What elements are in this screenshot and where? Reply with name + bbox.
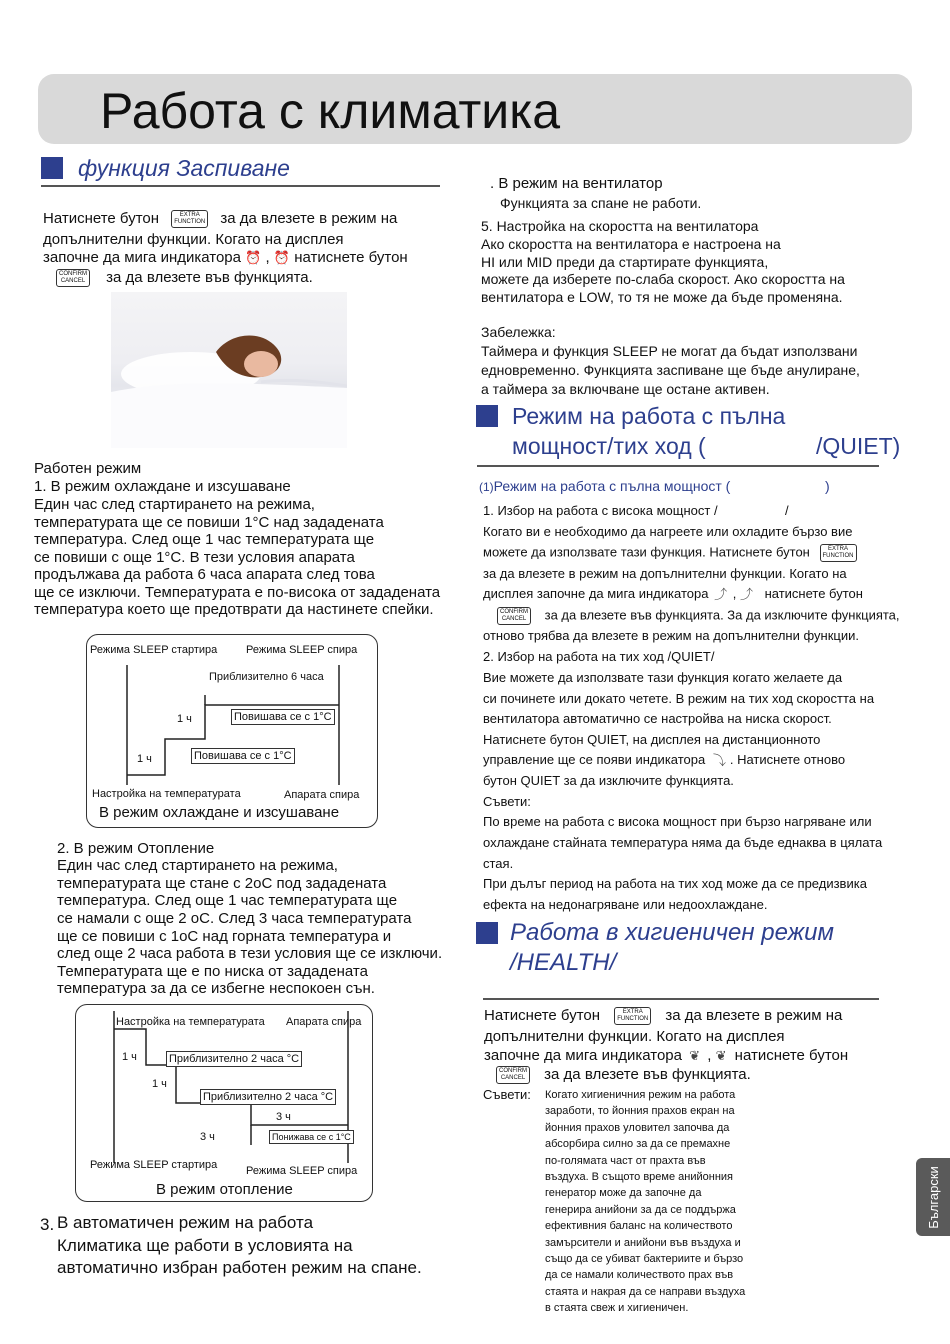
health-heading-2: /HEALTH/ bbox=[510, 949, 617, 976]
heat-line: Един час след стартирането на режима, bbox=[57, 857, 338, 874]
health-tip-line: заработи, то йонния прахов екран на bbox=[545, 1105, 735, 1118]
auto-line: В автоматичен режим на работа bbox=[57, 1213, 314, 1232]
one-hour-label: 1 ч bbox=[137, 753, 152, 765]
heat-line: температура. След още 1 час температурата ще bbox=[57, 892, 398, 909]
mode-line: 1. В режим охлаждане и изсушаване bbox=[34, 478, 291, 495]
note-line: Забележка: bbox=[481, 324, 556, 340]
heat-line: температура за да се избегне неспокоен сън. bbox=[57, 980, 375, 997]
confirm-cancel-button-icon: CONFIRM CANCEL bbox=[496, 1066, 530, 1084]
mode-line: температурата ще се повиши 1°С над зададената bbox=[34, 514, 384, 531]
language-tab-label: Български bbox=[925, 1165, 941, 1229]
note-line: едновременно. Функцията заспиване ще бъде анулиране, bbox=[481, 362, 860, 378]
alarm-clock-icon: ⏰ bbox=[273, 250, 291, 266]
temp-setting-label: Настройка на температурата bbox=[92, 788, 241, 800]
health-tip-line: въздуха. В същото време анийонния bbox=[545, 1171, 734, 1184]
cooling-sleep-diagram bbox=[86, 634, 378, 828]
heating-caption: В режим отопление bbox=[156, 1181, 293, 1198]
health-tip-line: ефективния баланс на количеството bbox=[545, 1220, 733, 1233]
three-hour-label: 3 ч bbox=[276, 1111, 291, 1123]
mode-line: температура което ще предотврати да настинете спейки. bbox=[34, 601, 434, 618]
subsection-title: (1)Режим на работа с пълна мощност ( bbox=[479, 478, 731, 494]
health-tip-line: абсорбира силно за да се премахне bbox=[545, 1138, 731, 1151]
quiet-text: Вие можете да използвате тази функция когато желаете да bbox=[483, 670, 843, 685]
mode-line: температура. След още 1 час температурата ще bbox=[34, 531, 375, 548]
approx-2h-label: Приблизително 2 часа °С bbox=[166, 1051, 302, 1067]
tips-text: ефекта на недонагряване или недоохлаждане. bbox=[483, 897, 768, 912]
unit-stops-label: Апарата спира bbox=[286, 1016, 362, 1028]
one-hour-label: 1 ч bbox=[122, 1051, 137, 1063]
subsection-close: ) bbox=[825, 478, 830, 494]
health-intro-4: CONFIRM CANCEL за да влезете във функцията. bbox=[496, 1066, 751, 1084]
sleep-intro-2: допълнителни функции. Когато на дисплея bbox=[43, 231, 344, 248]
power-text: CONFIRM CANCEL за да влезете във функцията. За да изключите функцията, bbox=[497, 607, 900, 625]
health-leaf-icon: ❦ bbox=[689, 1048, 701, 1064]
health-tip-line: стаята и накрая да се направи въздуха bbox=[545, 1285, 746, 1298]
power-text: / bbox=[785, 503, 789, 518]
health-tip-line: Когато хигиеничния режим на работа bbox=[545, 1089, 736, 1101]
quiet-text: вентилатора автоматично се настройва на ниска скорост. bbox=[483, 711, 832, 726]
confirm-cancel-button-icon: CONFIRM CANCEL bbox=[56, 269, 90, 287]
speed-line: Ако скоростта на вентилатора е настроена на bbox=[481, 236, 781, 252]
heat-line: след още 2 часа работа в тези условия ще се изключи. bbox=[57, 945, 443, 962]
page-title: Работа с климатика bbox=[100, 83, 561, 139]
extra-function-button-icon: EXTRA FUNCTION bbox=[171, 210, 208, 228]
section-marker bbox=[476, 405, 498, 427]
health-intro-3: започне да мига индикатора ❦ , ❦ натиснете бутон bbox=[484, 1047, 849, 1064]
tips-text: охлаждане стайната температура няма да бъде еднаква в цялата bbox=[483, 835, 883, 850]
tips-text: При дълъг период на работа на тих ход може да се предизвика bbox=[483, 876, 867, 891]
sleep-start-label: Режима SLEEP стартира bbox=[90, 1159, 218, 1171]
lower-label: Понижава се с 1°С bbox=[269, 1130, 354, 1144]
health-tip-line: в стаята свеж и хигиеничен. bbox=[545, 1302, 689, 1315]
heat-line: се намали с още 2 оС. След 3 часа температурата bbox=[57, 910, 412, 927]
note-line: Таймера и функция SLEEP не могат да бъдат използвани bbox=[481, 343, 858, 359]
heat-line: Температурата ще е по ниска от зададената bbox=[57, 963, 368, 980]
heat-line: ще се повиши с 1оС над горната температура и bbox=[57, 928, 392, 945]
fan-mode-heading: . В режим на вентилатор bbox=[490, 175, 663, 192]
section-marker bbox=[476, 922, 498, 944]
approx-2h-label: Приблизително 2 часа °С bbox=[200, 1089, 336, 1105]
approx-6h-label: Приблизително 6 часа bbox=[209, 671, 324, 683]
mode-line: продължава да работа 6 часа апарата след това bbox=[34, 566, 375, 583]
health-tip-line: генерира анийони за да се поддържа bbox=[545, 1203, 736, 1216]
health-tip-line: замърсители и анийони във въздуха и bbox=[545, 1236, 741, 1249]
sleep-start-label: Режима SLEEP стартира bbox=[90, 644, 218, 656]
divider bbox=[477, 465, 879, 467]
unit-stops-label: Апарата спира bbox=[284, 789, 360, 801]
health-tip-line: генератор може да започне да bbox=[545, 1187, 702, 1200]
confirm-cancel-button-icon: CONFIRM CANCEL bbox=[497, 607, 531, 625]
rise-label: Повишава се с 1°С bbox=[191, 748, 295, 764]
speed-line: HI или MID преди да стартирате функцията, bbox=[481, 254, 769, 270]
sleep-intro-3: започне да мига индикатора ⏰ , ⏰ натиснете бутон bbox=[43, 249, 408, 266]
sleeping-woman-photo bbox=[111, 292, 347, 448]
power-text: можете да използвате тази функция. Натиснете бутон EXTRA FUNCTION bbox=[483, 544, 857, 562]
extra-function-button-icon: EXTRA FUNCTION bbox=[820, 544, 857, 562]
power-text: Когато ви е необходимо да нагреете или охладите бързо вие bbox=[483, 524, 853, 539]
quiet-text: 2. Избор на работа на тих ход /QUIET/ bbox=[483, 649, 715, 664]
tips-text: бутон QUIET за да изключите функцията. bbox=[483, 773, 734, 788]
temp-setting-label: Настройка на температурата bbox=[116, 1016, 265, 1028]
quiet-text: управление ще се появи индикатора ⤵ . Натиснете отново bbox=[483, 752, 846, 768]
cooling-caption: В режим охлаждане и изсушаване bbox=[99, 804, 340, 821]
health-tips-block bbox=[545, 1087, 795, 1317]
one-hour-label: 1 ч bbox=[177, 713, 192, 725]
power-heading-quiet: /QUIET) bbox=[816, 433, 901, 459]
note-line: а таймера за включване ще остане активен. bbox=[481, 381, 770, 397]
heat-line: 2. В режим Отопление bbox=[57, 840, 215, 857]
heat-line: температурата ще стане с 2оС под зададената bbox=[57, 875, 387, 892]
health-intro-1: Натиснете бутон EXTRA FUNCTION за да влезете в режим на bbox=[484, 1007, 843, 1024]
quiet-fan-icon: ⤵ bbox=[712, 752, 726, 768]
power-text: 1. Избор на работа с висока мощност / bbox=[483, 503, 718, 518]
power-text: за да влезете в режим на допълнителни функции. Когато на bbox=[483, 566, 847, 581]
mode-line: ще се изключи. Температурата е по-висока от зададената bbox=[34, 584, 441, 601]
auto-number: 3. bbox=[40, 1215, 55, 1234]
section-marker bbox=[41, 157, 63, 179]
mode-line: Един час след стартирането на режима, bbox=[34, 496, 315, 513]
sleep-heading: функция Заспиване bbox=[78, 155, 290, 181]
quiet-text: Натиснете бутон QUIET, на дисплея на дистанционното bbox=[483, 732, 821, 747]
power-text: дисплея започне да мига индикатора ⤴ , ⤴ натиснете бутон bbox=[483, 586, 863, 602]
divider bbox=[41, 185, 440, 187]
speed-line: 5. Настройка на скоростта на вентилатора bbox=[481, 218, 759, 234]
mode-line: се повиши с още 1°С. В тези условия апарата bbox=[34, 549, 355, 566]
turbo-fan-icon: ⤴ bbox=[739, 586, 753, 602]
auto-line: автоматично избран работен режим на спане. bbox=[57, 1258, 422, 1277]
tips-text: По време на работа с висока мощност при бързо нагряване или bbox=[483, 814, 872, 829]
tips-text: стая. bbox=[483, 856, 514, 871]
health-tip-line: по-голямата част от прахта във bbox=[545, 1154, 706, 1167]
sleep-stop-label: Режима SLEEP спира bbox=[246, 644, 358, 656]
three-hour-label: 3 ч bbox=[200, 1131, 215, 1143]
health-tip-line: да се намали количеството прах във bbox=[545, 1269, 734, 1282]
mode-line: Работен режим bbox=[34, 460, 142, 477]
turbo-fan-icon: ⤴ bbox=[714, 586, 728, 602]
heating-sleep-diagram bbox=[75, 1004, 373, 1202]
power-heading-2: мощност/тих ход ( bbox=[512, 433, 706, 459]
sleep-intro-4: CONFIRM CANCEL за да влезете във функцията. bbox=[56, 269, 313, 287]
health-heading-1: Работа в хигиеничен режим bbox=[510, 919, 834, 946]
health-leaf-icon: ❦ bbox=[715, 1048, 727, 1064]
sleep-intro-1: Натиснете бутон EXTRA FUNCTION за да влезете в режим на bbox=[43, 210, 398, 227]
alarm-clock-icon: ⏰ bbox=[245, 250, 262, 266]
power-text: отново трябва да влезете в режим на допълнителни функции. bbox=[483, 628, 859, 643]
quiet-text: си починете или докато четете. В режим на тих ход скоростта на bbox=[483, 691, 875, 706]
one-hour-label: 1 ч bbox=[152, 1078, 167, 1090]
extra-function-button-icon: EXTRA FUNCTION bbox=[614, 1007, 651, 1025]
sleep-stop-label: Режима SLEEP спира bbox=[246, 1165, 358, 1177]
speed-line: вентилатора е LOW, то тя не може да бъде променяна. bbox=[481, 289, 843, 305]
rise-label: Повишава се с 1°С bbox=[231, 709, 335, 725]
speed-line: можете да изберете по-слаба скорост. Ако скоростта на bbox=[481, 271, 845, 287]
divider bbox=[483, 998, 879, 1000]
tips-label: Съвети: bbox=[483, 1087, 531, 1102]
auto-line: Климатика ще работи в условията на bbox=[57, 1236, 353, 1255]
health-intro-2: допълнителни функции. Когато на дисплея bbox=[484, 1028, 785, 1045]
health-tip-line: йонния прахов уловител започва да bbox=[545, 1121, 730, 1134]
health-tip-line: също да се убиват бактериите и бързо bbox=[545, 1253, 744, 1266]
tips-text: Съвети: bbox=[483, 794, 531, 809]
fan-mode-text: Функцията за спане не работи. bbox=[500, 195, 702, 211]
power-heading-1: Режим на работа с пълна bbox=[512, 403, 786, 429]
